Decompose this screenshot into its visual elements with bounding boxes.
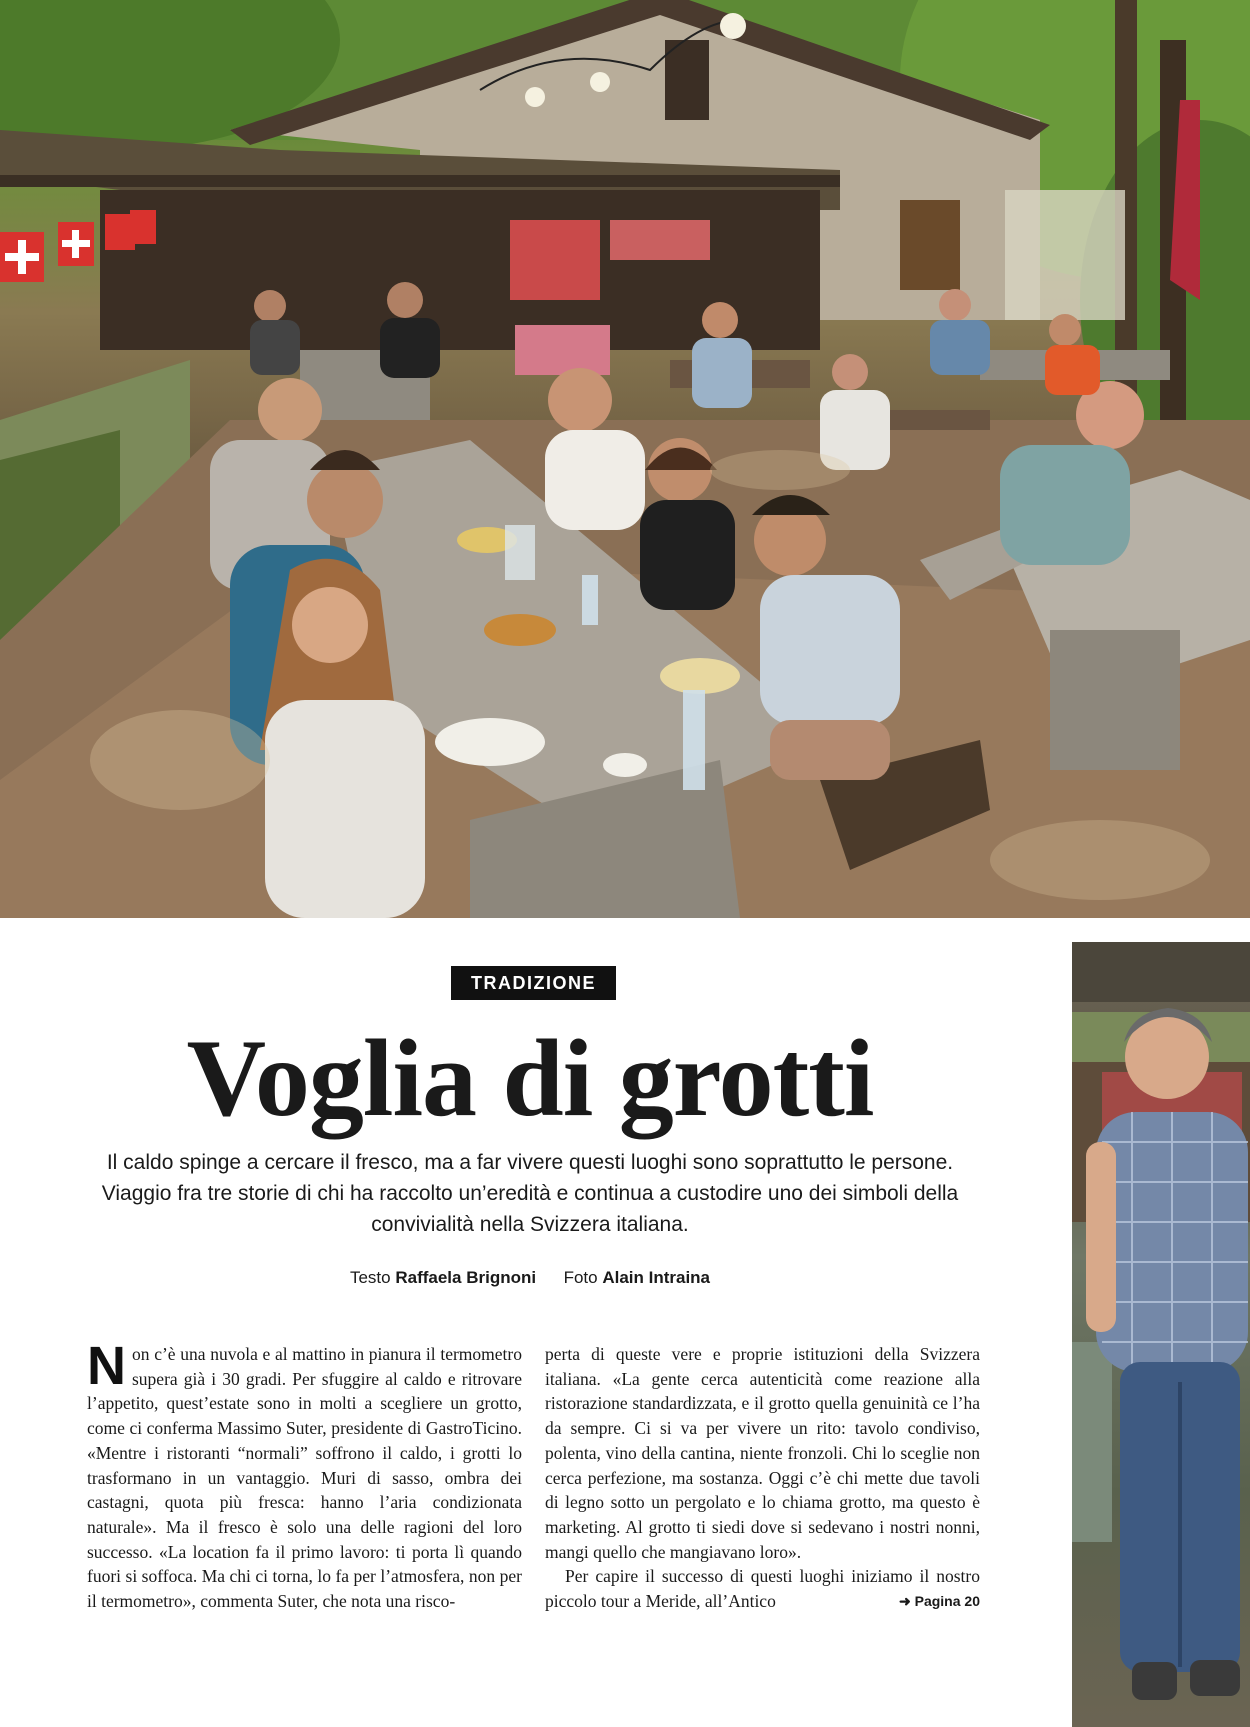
body-text-col2-end: Per capire il successo di questi luoghi iniziamo il nostro piccolo tour a Meride, all’Antico — [545, 1566, 980, 1612]
body-column-1 — [87, 1336, 522, 1614]
body-text-col1: on c’è una nuvola e al mattino in pianura il termometro supera già i 30 gradi. Per sfuggire al caldo e ritrovare l’appetito, quest’estate sono in molti a scegliere un grotto, come ci conferma Massimo Suter, presidente di GastroTicino. «Mentre i ristoranti “normali” soffrono il caldo, i grotti lo trasformano in un vantaggio. Muri di sasso, ombra dei castagni, quota più fresca: hanno l’aria condizionata naturale». Ma il fresco è solo una delle ragioni del loro successo. «La location fa il primo lavoro: ti porta lì quando fuori si soffoca. Ma chi ci torna, lo fa per l’atmosfera, non per il termometro», commenta Suter, che nota una risco- — [87, 1344, 522, 1612]
byline — [200, 1268, 860, 1288]
byline-photo-label: Foto — [563, 1268, 598, 1287]
body-paragraph-1 — [87, 1336, 522, 1614]
portrait-illustration — [1072, 942, 1250, 1727]
byline-photo-author: Alain Intraina — [602, 1268, 711, 1287]
headline: Voglia di grotti — [186, 1017, 874, 1139]
byline-text-label: Testo — [349, 1268, 391, 1287]
continue-on-page-link[interactable]: ➜ Pagina 20 — [899, 1593, 980, 1610]
body-column-2 — [545, 1342, 980, 1614]
byline-text-author: Raffaela Brignoni — [395, 1268, 537, 1287]
body-paragraph-3 — [545, 1564, 980, 1613]
standfirst: Il caldo spinge a cercare il fresco, ma a far vivere questi luoghi sono soprattutto le persone. Viaggio fra tre storie di chi ha raccolto un’eredità e continua a custodire uno dei simboli della convivialità nella Svizzera italiana. — [101, 1151, 959, 1236]
body-paragraph-2: perta di queste vere e proprie istituzioni della Svizzera italiana. «La gente cerca autenticità come reazione alla ristorazione standardizzata, e il grotto quella genuinità ce l’ha da sempre. Ci si va per vivere un rito: tavolo condiviso, polenta, vino della cantina, niente fronzoli. Chi lo sceglie non cerca perfezione, ma sostanza. Oggi c’è chi mette due tavoli di legno sotto un pergolato e lo chiama grotto, ma questo è marketing. Al grotto ti siedi dove si sedevano i nostri nonni, mangi quello che mangiavano loro». — [545, 1344, 980, 1562]
portrait-photo — [1072, 942, 1250, 1727]
drop-cap: N — [87, 1336, 126, 1396]
section-kicker: TRADIZIONE — [451, 966, 616, 1000]
